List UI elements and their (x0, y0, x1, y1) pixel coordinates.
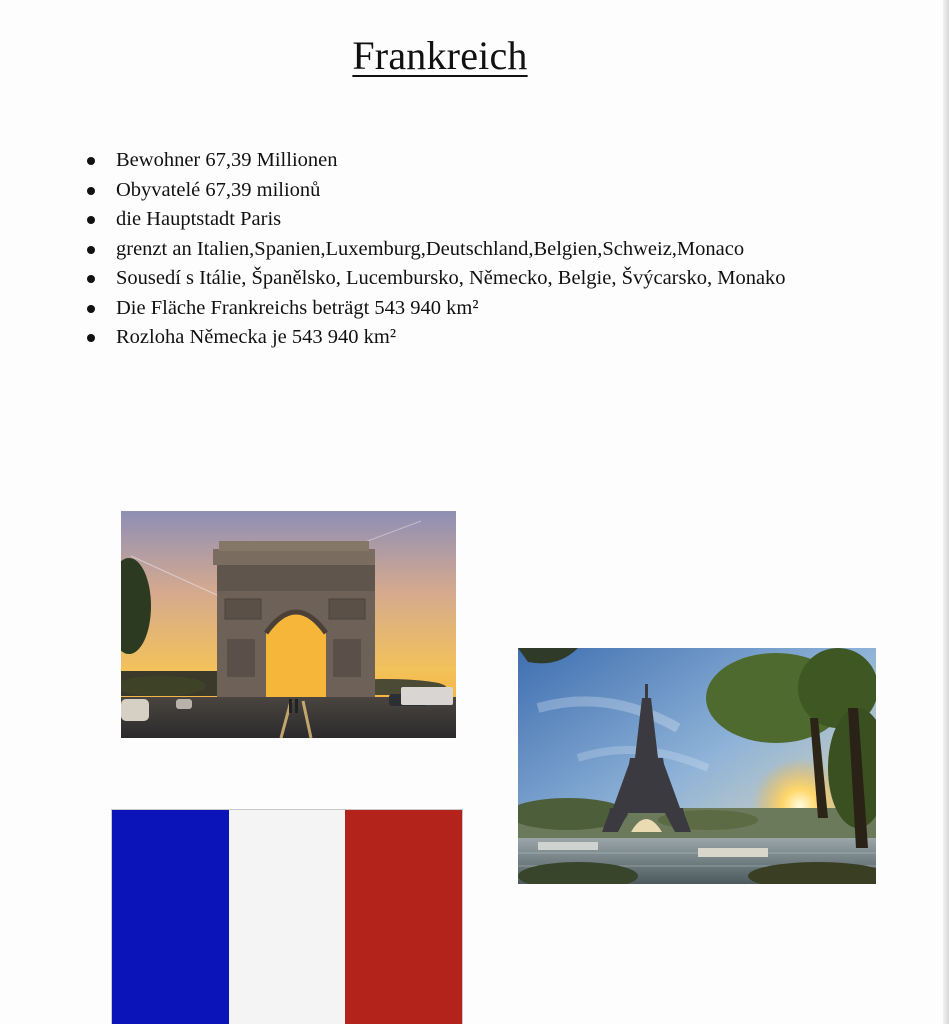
list-item (84, 264, 844, 294)
flag-stripe-white (229, 810, 346, 1024)
fact-text: Rozloha Německa je 543 940 km² (116, 326, 396, 348)
french-flag (111, 809, 463, 1024)
fact-text: die Hauptstadt Paris (116, 208, 282, 230)
flag-stripe-red (345, 810, 462, 1024)
bullet-icon (87, 216, 95, 224)
fact-text: Die Fläche Frankreichs beträgt 543 940 km² (116, 296, 479, 319)
bullet-icon (87, 275, 95, 283)
eiffel-tower-illustration (518, 648, 876, 884)
bullet-icon (87, 334, 95, 342)
eiffel-tower-photo (518, 648, 876, 884)
fact-text: Sousedí s Itálie, Španělsko, Lucembursko, Německo, Belgie, Švýcarsko, Monako (116, 267, 786, 289)
page-title: Frankreich (352, 33, 528, 78)
list-item (84, 176, 844, 206)
list-item (84, 205, 844, 235)
list-item (84, 146, 844, 176)
arc-de-triomphe-photo (121, 511, 456, 738)
list-item (84, 294, 844, 324)
list-item (84, 323, 844, 353)
arc-de-triomphe-illustration (121, 511, 456, 738)
bullet-icon (87, 157, 95, 165)
fact-text: Bewohner 67,39 Millionen (116, 149, 338, 171)
bullet-icon (87, 305, 95, 313)
bullet-icon (87, 187, 95, 195)
fact-text: Obyvatelé 67,39 milionů (116, 178, 321, 201)
bullet-icon (87, 246, 95, 254)
facts-list (84, 146, 844, 353)
list-item (84, 235, 844, 265)
page-edge (943, 0, 949, 1024)
flag-stripe-blue (112, 810, 229, 1024)
fact-text: grenzt an Italien,Spanien,Luxemburg,Deutschland,Belgien,Schweiz,Monaco (116, 237, 745, 260)
